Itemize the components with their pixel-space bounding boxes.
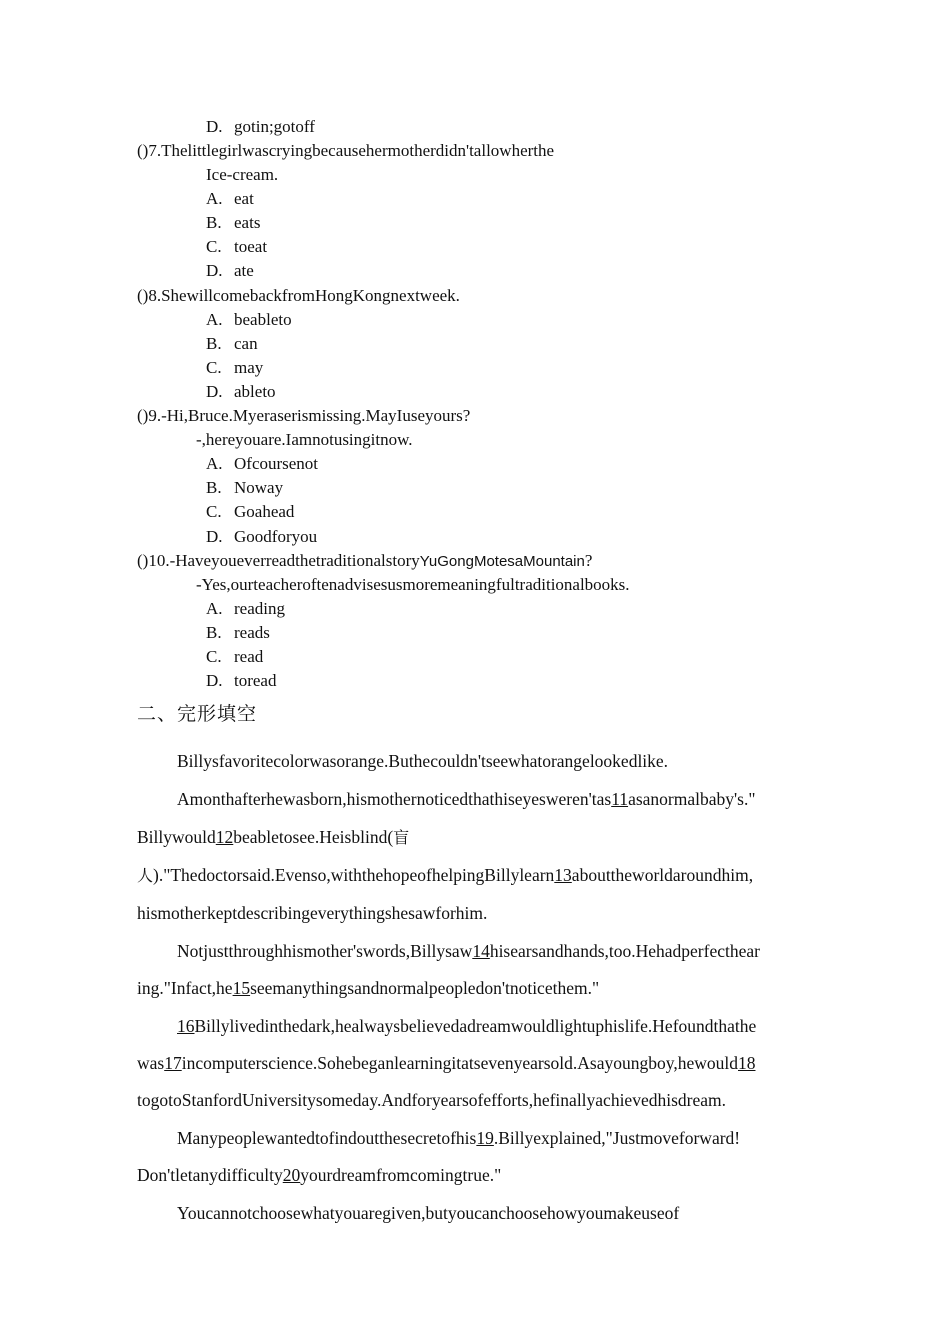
passage-paragraph-2-line-1: Amonthafterhewasborn,hismothernoticedthathiseyesweren'tas11asanormalbaby's.": [177, 789, 756, 809]
q9-reply: -,hereyouare.Iamnotusingitnow.: [196, 430, 413, 449]
passage-paragraph-5-line-2: Don'tletanydifficulty20yourdreamfromcomingtrue.": [137, 1165, 502, 1185]
blank-16: 16: [177, 1016, 195, 1036]
blank-11: 11: [611, 789, 629, 809]
blank-17: 17: [164, 1053, 182, 1073]
passage-paragraph-5-line-1: Manypeoplewantedtofindoutthesecretofhis19.Billyexplained,"Justmoveforward!: [177, 1128, 741, 1148]
passage-paragraph-2-line-4: hismotherkeptdescribingeverythingshesawforhim.: [137, 903, 488, 923]
q10-stem: ()10.-HaveyoueverreadthetraditionalstoryYuGongMotesaMountain?: [137, 551, 593, 570]
passage-paragraph-4-line-1: 16Billylivedinthedark,healwaysbelievedadreamwouldlightuphislife.Hefoundthathe: [177, 1016, 757, 1036]
q10-option-b: B. reads: [206, 623, 270, 642]
passage-paragraph-2-line-3: 人)."Thedoctorsaid.Evenso,withthehopeofhelpingBillylearn13abouttheworldaroundhim,: [137, 865, 754, 885]
passage-paragraph-4-line-3: togotoStanfordUniversitysomeday.Andforyearsofefforts,hefinallyachievedhisdream.: [137, 1090, 726, 1110]
q8-stem: ()8.ShewillcomebackfromHongKongnextweek.: [137, 286, 460, 305]
blank-13: 13: [554, 865, 572, 885]
q7-stem: ()7.Thelittlegirlwascryingbecausehermotherdidn'tallowherthe: [137, 141, 555, 160]
q7-option-d: D. ate: [206, 261, 254, 280]
q10-option-a: A. reading: [206, 599, 285, 618]
q7-option-a: A. eat: [206, 189, 254, 208]
q8-option-d: D. ableto: [206, 382, 276, 401]
q7-option-b: B. eats: [206, 213, 261, 232]
q10-option-d: D. toread: [206, 671, 277, 690]
q8-option-c: C. may: [206, 358, 264, 377]
q9-option-b: B. Noway: [206, 478, 284, 497]
q10-reply: -Yes,ourteacheroftenadvisesusmoremeaningfultraditionalbooks.: [196, 575, 630, 594]
section-heading-cloze: 二、完形填空: [137, 703, 258, 725]
blank-14: 14: [472, 941, 490, 961]
blank-20: 20: [282, 1165, 301, 1185]
passage-paragraph-6: Youcannotchoosewhatyouaregiven,butyoucanchoosehowyoumakeuseof: [177, 1203, 680, 1223]
passage-paragraph-3-line-1: Notjustthroughhismother'swords,Billysaw14hisearsandhands,too.Hehadperfecthear: [177, 941, 760, 961]
q9-option-d: D. Goodforyou: [206, 527, 318, 546]
blank-19: 19: [476, 1128, 494, 1148]
passage-paragraph-1: Billysfavoritecolorwasorange.Buthecouldn'tseewhatorangelookedlike.: [177, 751, 669, 771]
q7-option-c: C. toeat: [206, 237, 268, 256]
passage-paragraph-2-line-2: Billywould12beabletosee.Heisblind(盲: [137, 827, 410, 847]
blank-12: 12: [215, 827, 234, 847]
blank-18: 18: [738, 1053, 756, 1073]
q9-option-a: A. Ofcoursenot: [206, 454, 319, 473]
blank-15: 15: [232, 978, 251, 998]
q10-option-c: C. read: [206, 647, 264, 666]
q8-option-a: A. beableto: [206, 310, 292, 329]
q6-option-d: D. gotin;gotoff: [206, 117, 315, 136]
passage-paragraph-4-line-2: was17incomputerscience.Sohebeganlearningitatsevenyearsold.Asayoungboy,hewould18: [137, 1053, 756, 1073]
q8-option-b: B. can: [206, 334, 258, 353]
q7-stem-continued: Ice-cream.: [206, 165, 279, 184]
q9-stem: ()9.-Hi,Bruce.Myeraserismissing.MayIuseyours?: [137, 406, 471, 425]
q9-option-c: C. Goahead: [206, 502, 295, 521]
passage-paragraph-3-line-2: ing."Infact,he15seemanythingsandnormalpeopledon'tnoticethem.": [137, 978, 600, 998]
